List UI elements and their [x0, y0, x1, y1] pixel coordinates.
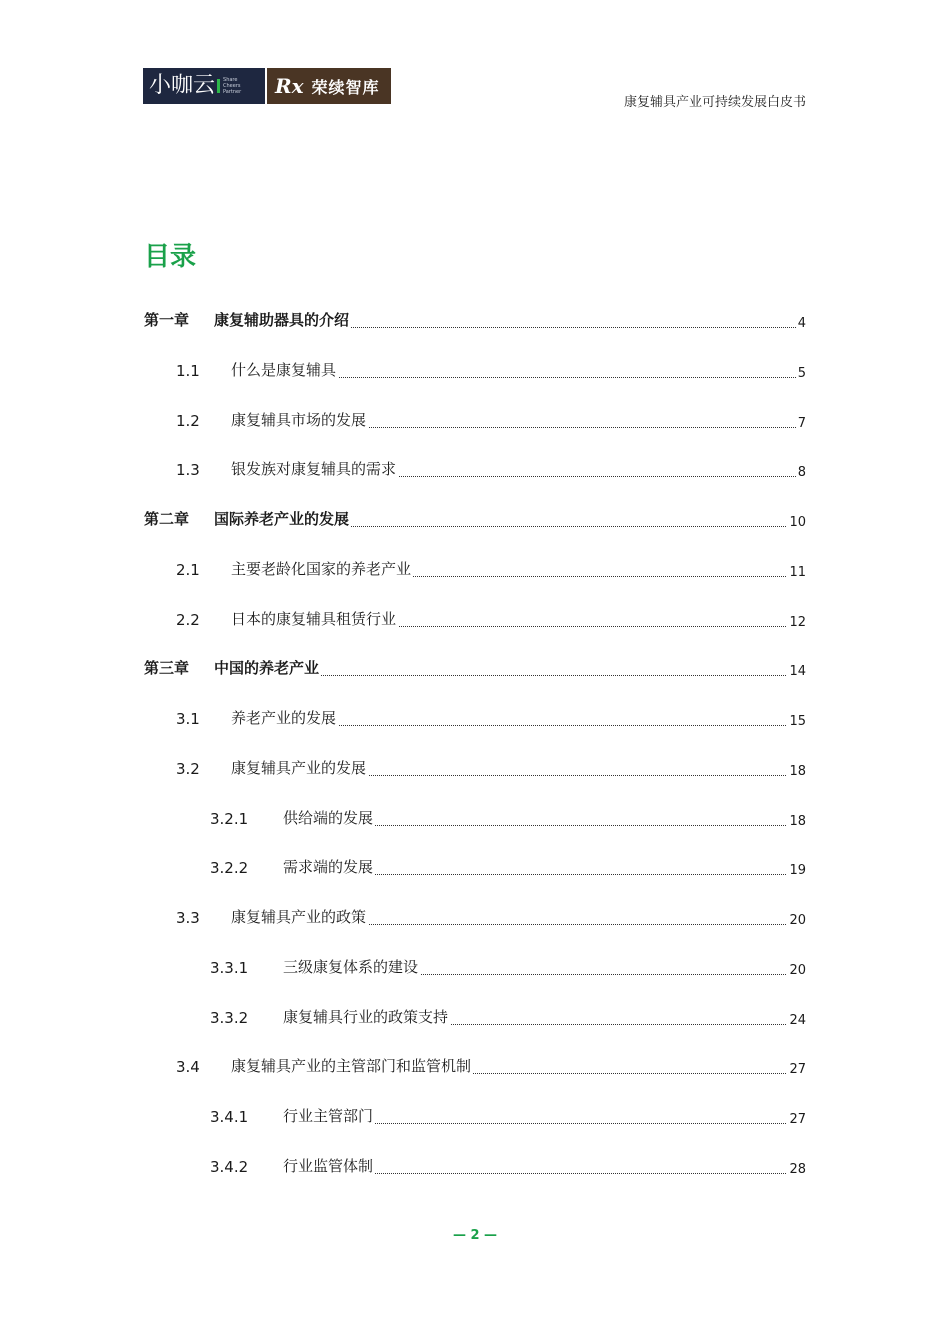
- toc-entry-title: 康复辅具产业的主管部门和监管机制: [231, 1057, 472, 1075]
- toc-entry-number: 3.3.1: [210, 959, 249, 977]
- toc-entry-number: 1.1: [176, 362, 200, 380]
- toc-entry-number: 第一章: [144, 311, 190, 329]
- toc-entry-number: 1.2: [176, 412, 200, 430]
- toc-entry-page: 14: [789, 664, 806, 679]
- toc-entry-number: 3.1: [176, 710, 200, 728]
- toc-entry-number: 3.2: [176, 760, 200, 778]
- toc-entry-page: 12: [789, 615, 806, 630]
- toc-entry-title: 主要老龄化国家的养老产业: [231, 560, 412, 578]
- rongxu-logo-text: 荣续智库: [311, 77, 380, 97]
- toc-entry-title: 康复辅具产业的政策: [231, 908, 367, 926]
- toc-entry-title: 行业主管部门: [283, 1107, 374, 1125]
- toc-entry-page: 20: [789, 963, 806, 978]
- toc-entry-page: 11: [789, 565, 806, 580]
- toc-entry-page: 24: [789, 1013, 806, 1028]
- toc-entry-number: 1.3: [176, 461, 200, 479]
- toc-entry-number: 3.2.2: [210, 859, 249, 877]
- toc-entry-page: 27: [789, 1112, 806, 1127]
- toc-entry-page: 28: [789, 1162, 806, 1177]
- toc-entry[interactable]: [0, 1154, 950, 1178]
- toc-entry-number: 第三章: [144, 659, 190, 677]
- toc-entry-number: 3.4: [176, 1058, 200, 1076]
- toc-heading: 目录: [144, 242, 197, 272]
- document-title: 康复辅具产业可持续发展白皮书: [623, 95, 806, 110]
- toc-entry-page: 18: [789, 764, 806, 779]
- toc-entry[interactable]: [0, 557, 950, 581]
- toc-entry-page: 20: [789, 913, 806, 928]
- toc-entry-title: 银发族对康复辅具的需求: [231, 460, 397, 478]
- toc-entry[interactable]: [0, 756, 950, 780]
- toc-entry[interactable]: [0, 955, 950, 979]
- toc-entry[interactable]: [0, 855, 950, 879]
- toc-entry[interactable]: [0, 408, 950, 432]
- toc-entry-number: 2.2: [176, 611, 200, 629]
- toc-entry-page: 18: [789, 814, 806, 829]
- toc-entry-title: 日本的康复辅具租赁行业: [231, 610, 397, 628]
- xiaokayun-logo: [143, 68, 265, 104]
- rongxu-logo: [267, 68, 391, 104]
- toc-entry-title: 养老产业的发展: [231, 709, 337, 727]
- toc-entry-title: 康复辅具行业的政策支持: [283, 1008, 449, 1026]
- toc-entry-title: 康复辅具产业的发展: [231, 759, 367, 777]
- logo-accent-bar: [217, 79, 220, 93]
- toc-entry-title: 康复辅助器具的介绍: [214, 311, 350, 329]
- toc-entry[interactable]: [0, 507, 950, 531]
- page-number: — 2 —: [452, 1228, 498, 1243]
- toc-entry-number: 3.2.1: [210, 810, 249, 828]
- toc-entry-page: 19: [789, 863, 806, 878]
- toc-entry-number: 2.1: [176, 561, 200, 579]
- toc-entry-title: 康复辅具市场的发展: [231, 411, 367, 429]
- toc-entry[interactable]: [0, 1054, 950, 1078]
- toc-entry-number: 3.4.2: [210, 1158, 249, 1176]
- page-header: [0, 0, 950, 120]
- toc-entry-title: 国际养老产业的发展: [214, 510, 350, 528]
- toc-entry-title: 什么是康复辅具: [231, 361, 337, 379]
- toc-entry[interactable]: [0, 706, 950, 730]
- toc-entry[interactable]: [0, 1005, 950, 1029]
- toc-entry[interactable]: [0, 656, 950, 680]
- toc-entry[interactable]: [0, 806, 950, 830]
- toc-entry-number: 3.3.2: [210, 1009, 249, 1027]
- toc-entry-page: 8: [797, 465, 806, 480]
- toc-entry[interactable]: [0, 1104, 950, 1128]
- toc-entry[interactable]: [0, 358, 950, 382]
- toc-entry[interactable]: [0, 457, 950, 481]
- toc-entry-page: 15: [789, 714, 806, 729]
- toc-entry-number: 3.3: [176, 909, 200, 927]
- toc-entry-page: 5: [797, 366, 806, 381]
- xiaokayun-tagline: Share Cheers Partner: [223, 77, 242, 95]
- toc-entry[interactable]: [0, 308, 950, 332]
- xiaokayun-logo-text: 小咖云: [149, 73, 216, 98]
- toc-entry-page: 4: [797, 316, 806, 331]
- toc-entry[interactable]: [0, 905, 950, 929]
- toc-entry-page: 10: [789, 515, 806, 530]
- toc-entry-title: 中国的养老产业: [214, 659, 320, 677]
- toc-entry-title: 行业监管体制: [283, 1157, 374, 1175]
- toc-entry-title: 需求端的发展: [283, 858, 374, 876]
- toc-entry-title: 供给端的发展: [283, 809, 374, 827]
- rx-mark-icon: Rx: [275, 74, 304, 98]
- toc-entry-number: 第二章: [144, 510, 190, 528]
- toc-entry-title: 三级康复体系的建设: [283, 958, 419, 976]
- toc-entry-page: 27: [789, 1062, 806, 1077]
- toc-entry-number: 3.4.1: [210, 1108, 249, 1126]
- toc-entry-page: 7: [797, 416, 806, 431]
- toc-entry[interactable]: [0, 607, 950, 631]
